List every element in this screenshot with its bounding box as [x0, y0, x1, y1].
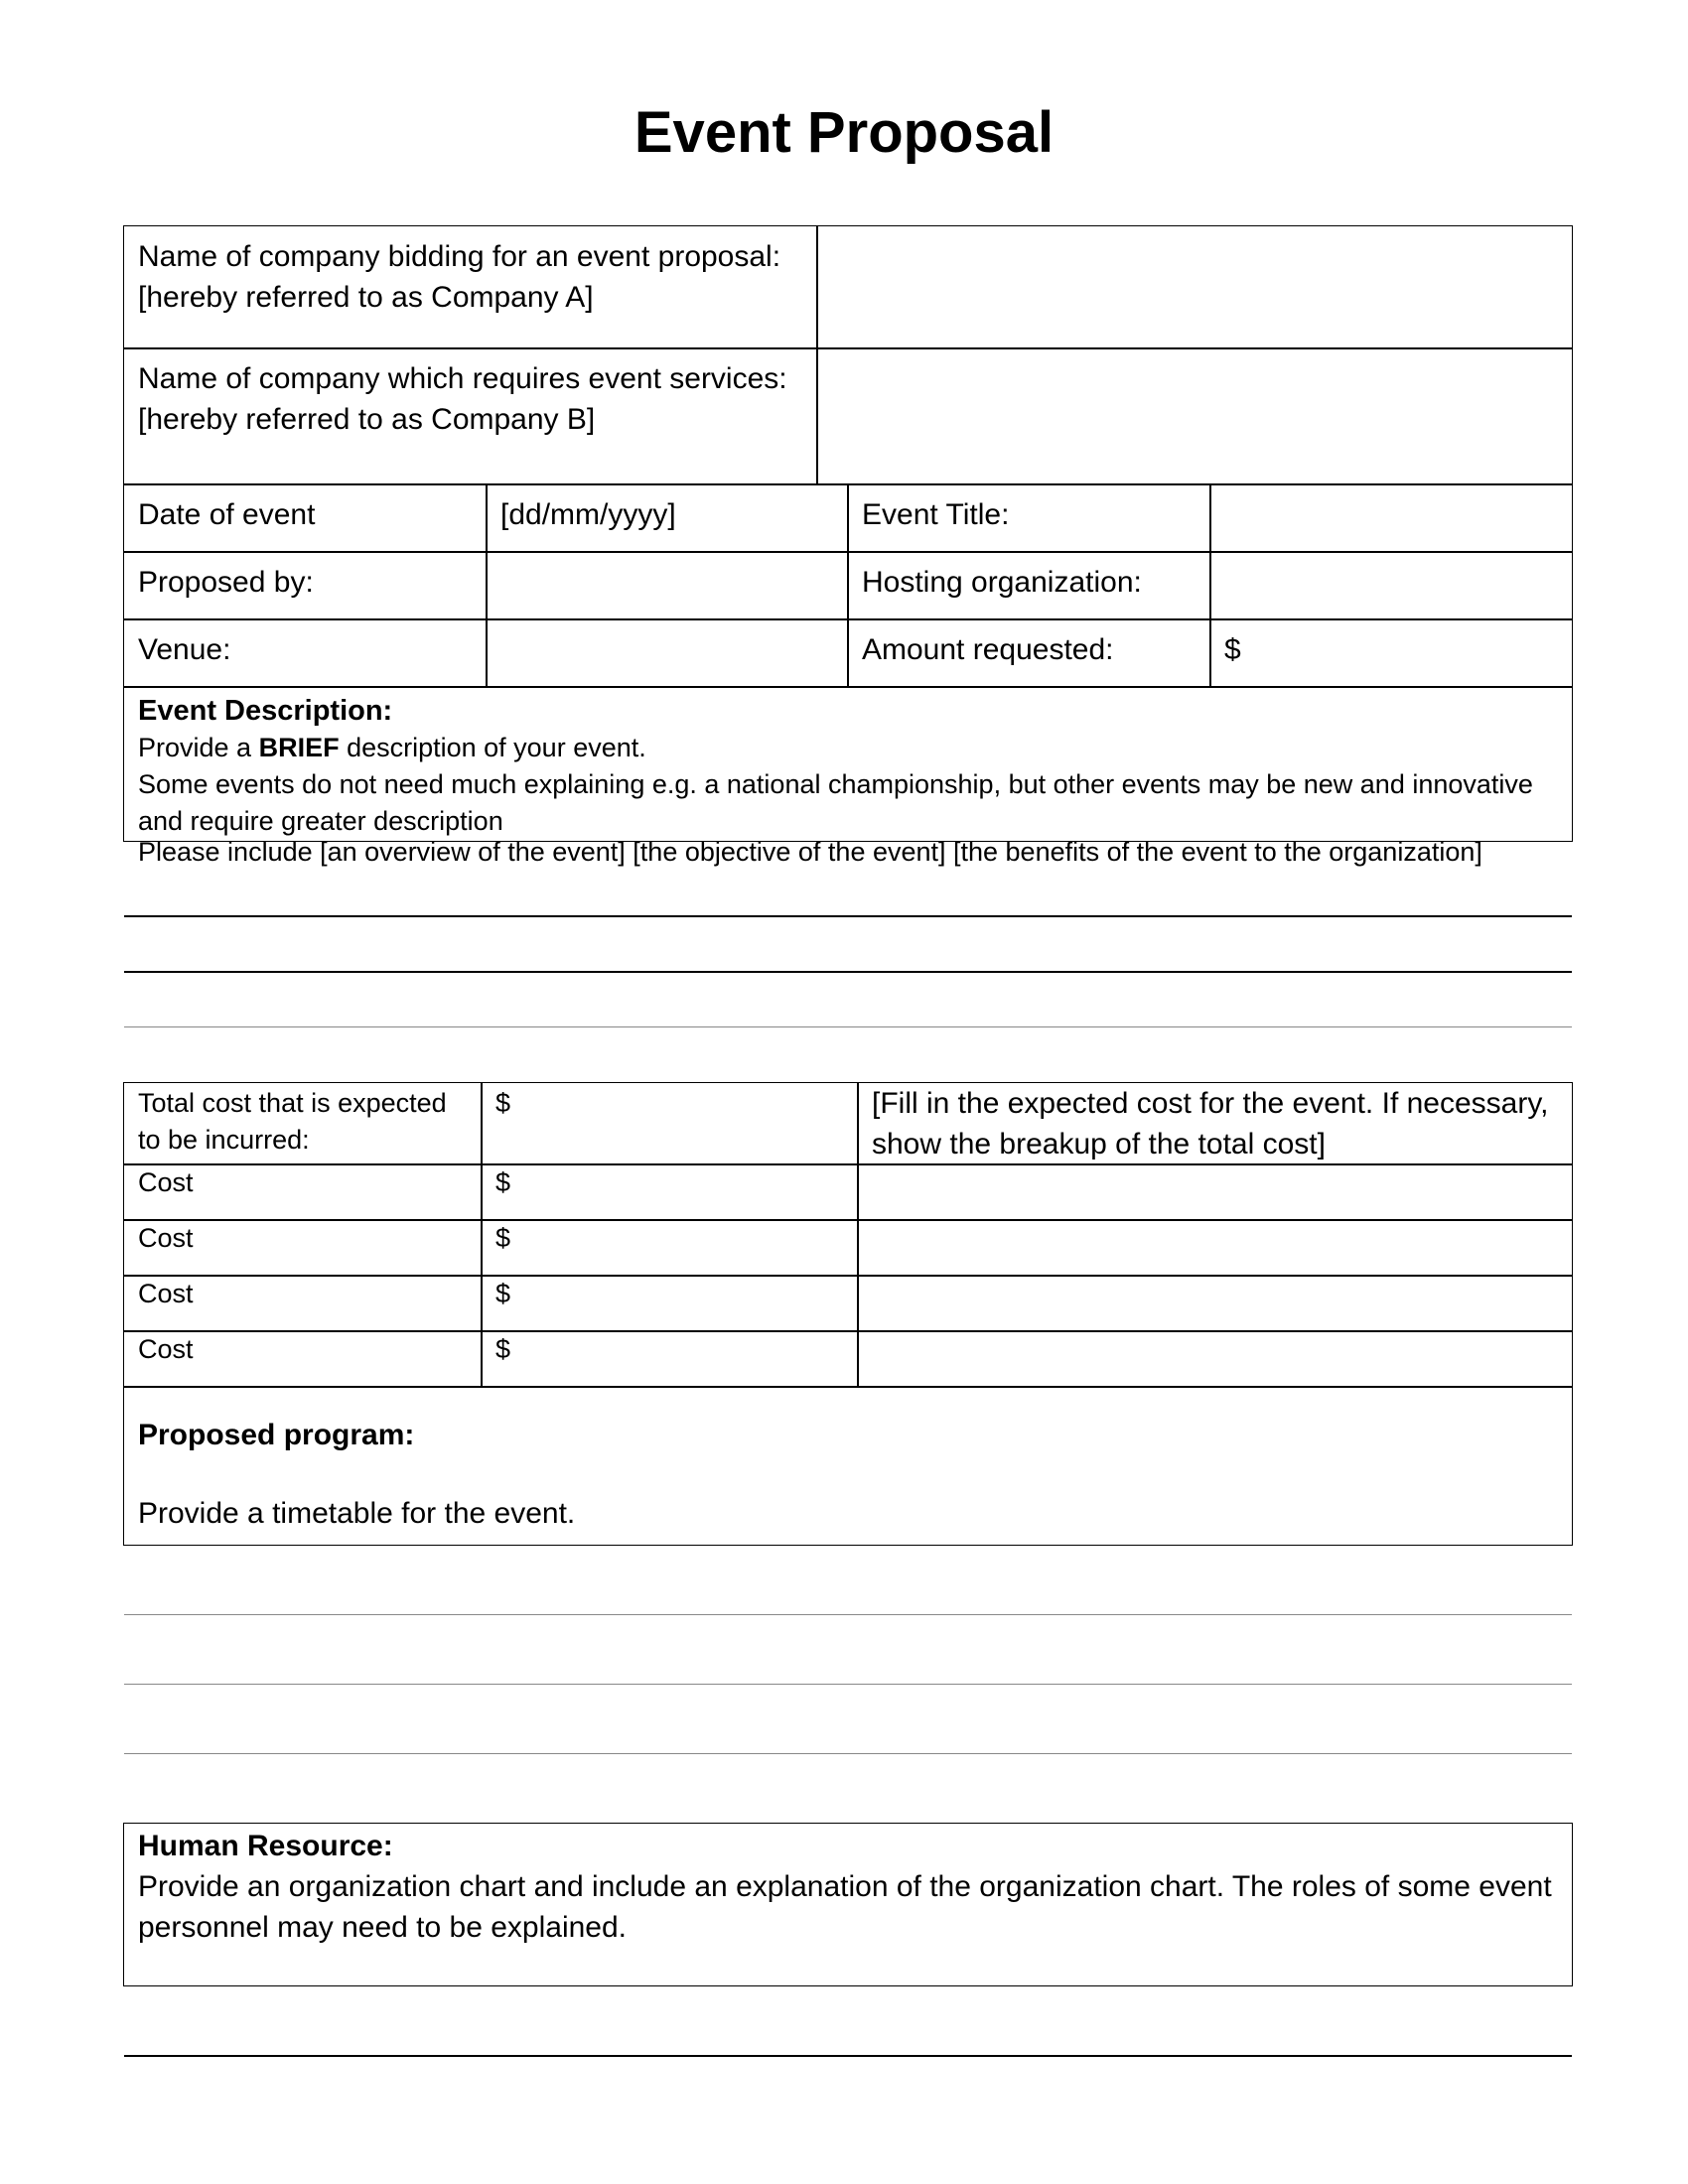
- hosting-organization-input[interactable]: [1209, 551, 1573, 620]
- venue-input[interactable]: [486, 618, 849, 688]
- program-line[interactable]: [124, 1684, 1572, 1685]
- description-line[interactable]: [124, 1026, 1572, 1027]
- event-description-include-text: Please include [an overview of the event] [the objective of the event] [the benefits of the event to the organization]: [138, 837, 1482, 867]
- program-line[interactable]: [124, 1614, 1572, 1615]
- event-title-input[interactable]: [1209, 483, 1573, 553]
- cost-row-value[interactable]: $: [481, 1219, 859, 1277]
- proposed-program-heading: Proposed program:: [138, 1419, 415, 1451]
- page-title: Event Proposal: [633, 100, 1055, 165]
- event-description-instruction: Provide a BRIEF description of your event.: [138, 733, 646, 762]
- program-line[interactable]: [124, 1753, 1572, 1754]
- company-b-note: [hereby referred to as Company B]: [138, 403, 596, 436]
- cost-row-note[interactable]: [857, 1275, 1573, 1332]
- description-line[interactable]: [124, 971, 1572, 973]
- cost-row-note[interactable]: [857, 1330, 1573, 1388]
- total-cost-label: Total cost that is expected to be incurred:: [123, 1082, 483, 1165]
- cost-row-label: Cost: [123, 1163, 483, 1221]
- company-b-label-cell: [123, 347, 818, 485]
- hosting-organization-label: Hosting organization:: [847, 551, 1211, 620]
- company-b-label: Name of company which requires event services:: [138, 362, 787, 395]
- company-a-note: [hereby referred to as Company A]: [138, 281, 594, 314]
- amount-requested-input[interactable]: $: [1209, 618, 1573, 688]
- cost-row-label: Cost: [123, 1330, 483, 1388]
- venue-label: Venue:: [123, 618, 488, 688]
- company-a-label-cell: [123, 225, 818, 349]
- human-resource-text: Provide an organization chart and include an explanation of the organization chart. The roles of some event personnel may need to be explained.: [138, 1870, 1552, 1944]
- cost-row-note[interactable]: [857, 1219, 1573, 1277]
- cost-row-value[interactable]: $: [481, 1163, 859, 1221]
- cost-row-value[interactable]: $: [481, 1275, 859, 1332]
- company-b-input[interactable]: [816, 347, 1573, 485]
- human-resource-line[interactable]: [124, 2055, 1572, 2057]
- cost-row-value[interactable]: $: [481, 1330, 859, 1388]
- total-cost-note: [Fill in the expected cost for the event. If necessary, show the breakup of the total cost]: [857, 1082, 1573, 1165]
- proposed-program-box: [123, 1386, 1573, 1546]
- company-a-input[interactable]: [816, 225, 1573, 349]
- event-title-label: Event Title:: [847, 483, 1211, 553]
- amount-requested-label: Amount requested:: [847, 618, 1211, 688]
- event-description-heading: Event Description:: [138, 695, 393, 727]
- description-line[interactable]: [124, 915, 1572, 917]
- date-of-event-label: Date of event: [123, 483, 488, 553]
- company-a-label: Name of company bidding for an event proposal:: [138, 240, 781, 273]
- cost-row-label: Cost: [123, 1219, 483, 1277]
- total-cost-input[interactable]: $: [481, 1082, 859, 1165]
- event-description-explanation: Some events do not need much explaining e.g. a national championship, but other events may be new and innovative and require greater description: [138, 769, 1533, 836]
- human-resource-heading: Human Resource:: [138, 1830, 393, 1862]
- human-resource-box: [123, 1823, 1573, 1986]
- event-description-box: [123, 686, 1573, 842]
- proposed-program-text: Provide a timetable for the event.: [138, 1497, 576, 1530]
- date-of-event-input[interactable]: [dd/mm/yyyy]: [486, 483, 849, 553]
- cost-row-label: Cost: [123, 1275, 483, 1332]
- proposed-by-input[interactable]: [486, 551, 849, 620]
- proposed-by-label: Proposed by:: [123, 551, 488, 620]
- cost-row-note[interactable]: [857, 1163, 1573, 1221]
